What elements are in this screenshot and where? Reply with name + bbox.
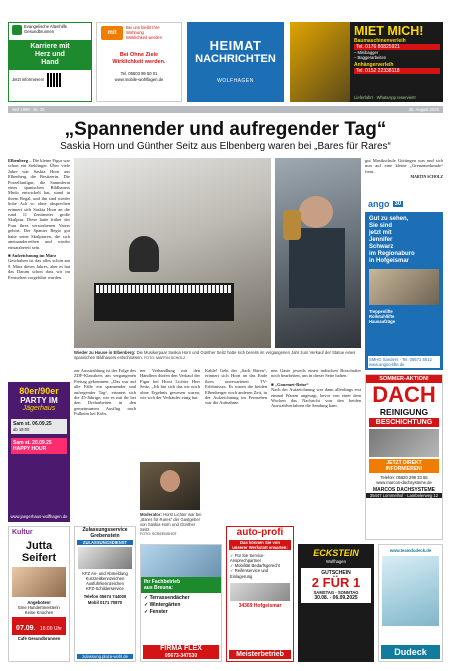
miet-footer: Lieferfahrt · WhatsApp reserviert! (354, 94, 416, 100)
dudeck-logo: Dudeck (381, 645, 440, 659)
dach-headline: DACH (372, 382, 436, 407)
angoo-line6: im Regionaburo (369, 251, 415, 257)
autoprofi-item1: ✓ Für Sie Service-Ansprechpartner (230, 553, 265, 564)
party-venue: Jägerhaus (22, 405, 56, 412)
photo-caption-moderator (140, 512, 202, 540)
article-column-6 (271, 368, 361, 540)
issue-date: 30. August 2025 (408, 107, 439, 112)
ad-dudeck[interactable] (378, 544, 443, 662)
qr-caption: Jetzt informieren! (12, 77, 45, 83)
ad-jutta-seifert[interactable] (8, 526, 70, 662)
ad-mobile-wohnen[interactable] (96, 22, 182, 102)
photo-figurine (283, 210, 301, 240)
article-col3-text: zur Ausstrahlung ist der Folge des ZDF-Klassikers am vergangenen Freitag gekommen. „Das war auf alle Fälle ein spannender und aufregender Tag“, erinnert sich die 45-Jährige, wie es mit ihr bei den Dreharbeiten in den gemeinsamen Ausflug nach Pulheim bei Köln. (74, 368, 136, 417)
kfz-line3: ZULASSUNGSDIENST (77, 540, 133, 545)
caption-moderator-text: Horst Lichter war bei „Bares für Rares“ der Gastgeber von Saskia Horn und Günther Seitz. (140, 512, 202, 533)
dach-cta-line1: JETZT DIREKT (386, 460, 422, 466)
angoo-stairlift-image (369, 269, 439, 305)
angoo-caption3: Hausaufzüge (369, 319, 396, 325)
article-column-5 (205, 368, 267, 540)
photo-man-head (299, 196, 333, 228)
kfz-item2: Kurzzeitkennzeichen (85, 576, 125, 582)
ad-eckstein-gutschein[interactable] (298, 544, 374, 662)
kfz-item3: Ausfuhrkennzeichen (86, 581, 124, 587)
caption-moderator-lead: Moderator: (140, 512, 162, 517)
angoo-line3: jetzt mit (369, 230, 392, 236)
article-subheading-2: ■ „Gourmet-Reise“ (271, 381, 309, 387)
kultur-firstname: Jutta (25, 540, 53, 552)
autoprofi-car-image (230, 583, 290, 601)
flex-terrace-image (141, 545, 221, 577)
angoo-caption1: Treppenlifte (369, 309, 393, 314)
masthead-title-line2: NACHRICHTEN (195, 53, 276, 65)
masthead-logo[interactable] (187, 22, 284, 102)
karriere-line2: Herz und (35, 51, 65, 58)
party-subtitle: PARTY IM (20, 396, 58, 405)
party-date1: Sam st. 06.09.25 (13, 421, 52, 427)
dudeck-house-image (382, 556, 439, 626)
article-column-4 (140, 368, 200, 458)
dach-company: MARCOS DACHSYSTEME (373, 487, 435, 494)
kultur-time: 16:00 Uhr (39, 626, 62, 633)
article-headline: „Spannender und aufregender Tag“ (64, 119, 387, 140)
article-subline: Saskia Horn und Günther Seitz aus Elbenberg waren bei „Bares für Rares“ (60, 141, 391, 152)
dach-reinigung: REINIGUNG (379, 407, 429, 417)
kfz-plate-image (78, 547, 132, 569)
mobile-headline2: Wirklichkeit werden. (112, 58, 166, 65)
party-date2: Sam st. 20.09.25 (13, 440, 52, 447)
dach-phone[interactable]: Telefon: 05620 299 33 55 (380, 475, 428, 480)
ad-firma-flex[interactable] (140, 544, 222, 662)
ad-marcos-dachsysteme[interactable] (365, 374, 443, 540)
photo-moderator-head (160, 470, 180, 492)
ad-party-jaegerhaus[interactable] (8, 382, 70, 522)
caption-main-credit: FOTO: MARTIN SCHOLZ (144, 356, 186, 361)
miet-item1: – Minibagger (354, 50, 379, 55)
flex-item1: ✓ Terrassendächer (144, 595, 190, 601)
flex-line2: aus Breuna: (144, 585, 173, 591)
angoo-contact[interactable]: SMHG Sanders · Tel. 05671 5012 · www.angoo-lifte.de (368, 356, 440, 368)
article-col4-text: ner Verhandlung mit den Händlern dürfen den Verkauf der Figur bei Horst Lichter Herr Seitz, „Ich bin sich das wir noch ohne Ergebnis gewesen waren, wie sich der Verkäufer einig hat. (140, 368, 200, 401)
kultur-label: Kultur (12, 529, 33, 536)
excavator-image (290, 22, 350, 102)
brand-tagline: Bei uns bleibt Ihre Wohnung Wirklichkeit werden (126, 25, 163, 41)
autoprofi-logo: auto-profi (236, 527, 284, 538)
flex-line1: Ihr Fachbetrieb (144, 579, 181, 585)
eckstein-logo: ECKSTEIN (313, 548, 359, 558)
kfz-item1: KFZ An- und Abmeldung (82, 571, 128, 577)
autoprofi-item3: ✓ Reifenservice und Einlagerung (230, 568, 269, 579)
eckstein-offer: 2 FÜR 1 (311, 575, 361, 591)
ad-org-line2: Gesundbrunnen (24, 29, 55, 34)
masthead-region: WOLFHAGEN (217, 78, 254, 84)
angoo-badge: 30 (394, 201, 402, 207)
autoprofi-tagline1: Das können Sie von (240, 540, 280, 545)
issue-number: Seit 1998 · Nr. 35 (12, 107, 45, 112)
article-column-3 (74, 368, 136, 540)
mobile-headline1: Bei Ohne Ziele (119, 52, 159, 59)
article-col1-text: – Die kleine Figur war schon ein Sieblinger. Über viele Jahre war Saskia Horn aus Elbenberg die Besitzerin. Die Porzellanfigur, die Sammlerin eines spanischen Bildhauers Mudo entwickelt hat, stand in ihrem Regal, und ihn sind wieder hohe Ach so ohne absprechen erinnert sich Saskia Horn an die rund 11 Zentimeter große Skulptur. Diese hatte früher der Frau ihres verstorbenen Vaters gehört. Der Spanier Regio gut hatte seine Skulpturen, die sich aneinanderreihen und wieder einsatzbereit sein. (8, 158, 70, 250)
party-web-link[interactable]: www.jaegerhaus-wolfhagen.de (10, 513, 68, 519)
kfz-phone2[interactable]: Mobil 0171 70870 (87, 599, 123, 605)
ad-angoo-lifte[interactable] (365, 196, 443, 370)
masthead-bar (8, 106, 443, 113)
miet-subhead: Baumaschinenverleih (354, 38, 406, 44)
article-author: MARTIN SCHOLZ (410, 175, 443, 180)
ad-evangelische-altenhilfe[interactable] (8, 22, 92, 102)
angoo-line5: Schwarz (369, 244, 394, 250)
kultur-portrait-image (12, 567, 66, 597)
article-col2-text: gut Musikschule Göttingen was und sich nun auf eine kleine „Grenzmerkmale“ freut. (365, 158, 443, 174)
angoo-line4: Jennifer (369, 237, 393, 243)
masthead-title-line1: HEIMAT (209, 38, 262, 53)
dach-roof-image (369, 429, 439, 457)
eckstein-subtitle: Wolfhagen (326, 559, 346, 564)
kultur-date: 07.09. (16, 625, 36, 633)
ad-zulassungsdienst[interactable] (74, 526, 136, 662)
ad-auto-profi[interactable] (226, 526, 294, 662)
dach-cta[interactable] (369, 459, 439, 473)
ad-org-line1: Evangelische Altenhilfe (24, 24, 68, 30)
kfz-phone1[interactable]: Telefon 05674 744000 (83, 594, 127, 600)
angoo-caption2: Rollstuhllifte (369, 314, 395, 320)
photo-couple-with-piano (74, 158, 271, 348)
angoo-line2: Sie sind (369, 223, 393, 229)
article-col6-subtext: Nach der Aufzeichnung war dann allerdings erst einmal Warten angesagt, bevor von einer dem Wochen das Nachricht von den beiden Auswahlverfahren die Sendung kam. (271, 387, 361, 409)
kultur-lastname: Seifert (21, 552, 57, 564)
photo-caption-main (74, 350, 361, 364)
party-happy-hour: HAPPY HOUR (13, 446, 47, 453)
eckstein-days: SAMSTAG - SONNTAG (313, 590, 359, 596)
article-dateline: Elbenberg (8, 158, 29, 163)
kultur-line6: Keine Knochen (24, 610, 54, 616)
karriere-banner (9, 40, 91, 70)
photo-person-woman (129, 236, 159, 272)
caption-main-lead: Wieder zu Hause in Elbenberg: (74, 350, 136, 355)
article-col6-text: nen Gäste jeweils einen indischen Botschafter noch bearbeiten, um in dieser Seite halten. (271, 368, 361, 379)
kultur-venue: Café Gesundbrunnen (17, 636, 61, 642)
kfz-footer[interactable]: zulassung.plaza-wohl.de (77, 654, 133, 659)
kultur-line4: Angeboten! (27, 600, 51, 605)
kfz-line2: Grebenstein (90, 533, 120, 539)
kfz-line1: Zulassungsservice (82, 527, 128, 533)
article-column-2-top (365, 158, 443, 194)
article-subheading-1: ■ Aufzeichnung im März (8, 252, 57, 258)
flex-company: FIRMA FLEX (160, 645, 202, 652)
kultur-line5: Eine Hundertmeisterin (18, 605, 60, 611)
miet-mich-headline: MIET MICH! (354, 24, 424, 38)
miet-subhead2: Anhängerverleih (354, 62, 394, 69)
party-time1: ab 19:00 (13, 427, 30, 432)
eckstein-dates: 30.08. - 06.09.2025 (314, 595, 358, 602)
brand-logo-icon: mit (101, 26, 123, 40)
dudeck-web-link[interactable]: www.teamdudeck.de (389, 548, 432, 553)
caption-moderator-credit: FOTO: SCREENSHOT (140, 532, 177, 537)
autoprofi-footer: Meisterbetrieb (229, 650, 291, 659)
mobile-web-link[interactable]: www.mobile-wohlfagen.de (114, 76, 164, 82)
party-title: 80er/90er (19, 386, 59, 396)
caption-main-text: Die Musikerpaar Saskia Horn und Günther Seitz hatte sich bereits im vergangenen Jahr zum Verkauf der Statue eines spanischen Bildhauers entschlossen. (74, 350, 356, 361)
article-col5-text: Kahle! Geht der „Sack Bären“, erinnert sich Horn an das Ende ihres unerwarteten TV-Erlebnisses. Es waren die beiden Elbenberger noch anderen Zeit, in der Aufzeichnung im Fernsehen war die Aufnahme. (205, 368, 267, 406)
kultur-date-box (12, 617, 66, 635)
dach-banner: SOMMER-AKTION! (366, 375, 442, 383)
dach-cta-line2: INFORMIEREN! (385, 466, 423, 472)
autoprofi-tagline2: unserer Werkstatt erwarten: (232, 545, 288, 551)
article-column-1 (8, 158, 70, 378)
karriere-line3: Hand (41, 59, 59, 66)
miet-tel1[interactable]: Tel. 0176 80825921 (354, 44, 440, 50)
eckstein-label: GUTSCHEIN (321, 570, 351, 577)
angoo-line1: Gut zu sehen, (369, 216, 409, 222)
kfz-item4: KFZ-Schilderservice (86, 586, 124, 592)
photo-man-with-figure (275, 158, 361, 348)
flex-item3: ✓ Fenster (144, 609, 168, 615)
miet-tel2[interactable]: Tel. 0152 22338118 (354, 68, 440, 74)
ad-miet-mich[interactable] (290, 22, 443, 102)
angoo-line7: in Hofgeismar (369, 258, 410, 264)
photo-moderator (140, 462, 200, 510)
photo-man-body (289, 228, 345, 308)
karriere-line1: Karriere mit (30, 43, 70, 50)
dach-address: 35447 Lommelhof · Lambelerweg 12 (366, 493, 442, 498)
autoprofi-item2: ✓ Mobilität Bedarfsgerecht (230, 563, 280, 569)
autoprofi-city: 34369 Hofgeismar (238, 602, 282, 609)
photo-piano-keys (96, 285, 232, 293)
miet-item2: – Baggerarbeiten (354, 55, 387, 61)
flex-item2: ✓ Wintergärten (144, 602, 181, 608)
angoo-logo: ango (368, 199, 390, 209)
qr-code-icon[interactable] (47, 73, 61, 87)
altenhilfe-logo-icon (12, 25, 22, 35)
dach-web-link[interactable]: www.marcos-dachsysteme.de (376, 480, 432, 486)
article-col1-subtext: Geschahen ist das alles schon am 9. März dieses Jahres, aber es hat das Datum schon dass wir im Fernsehen vorgeführt wurden. (8, 258, 70, 280)
mobile-phone[interactable]: Tel. 05603 99 50 01 (120, 71, 158, 77)
dach-beschichtung: BESCHICHTUNG (369, 418, 439, 427)
flex-phone[interactable]: 05673-347530 (164, 653, 198, 659)
